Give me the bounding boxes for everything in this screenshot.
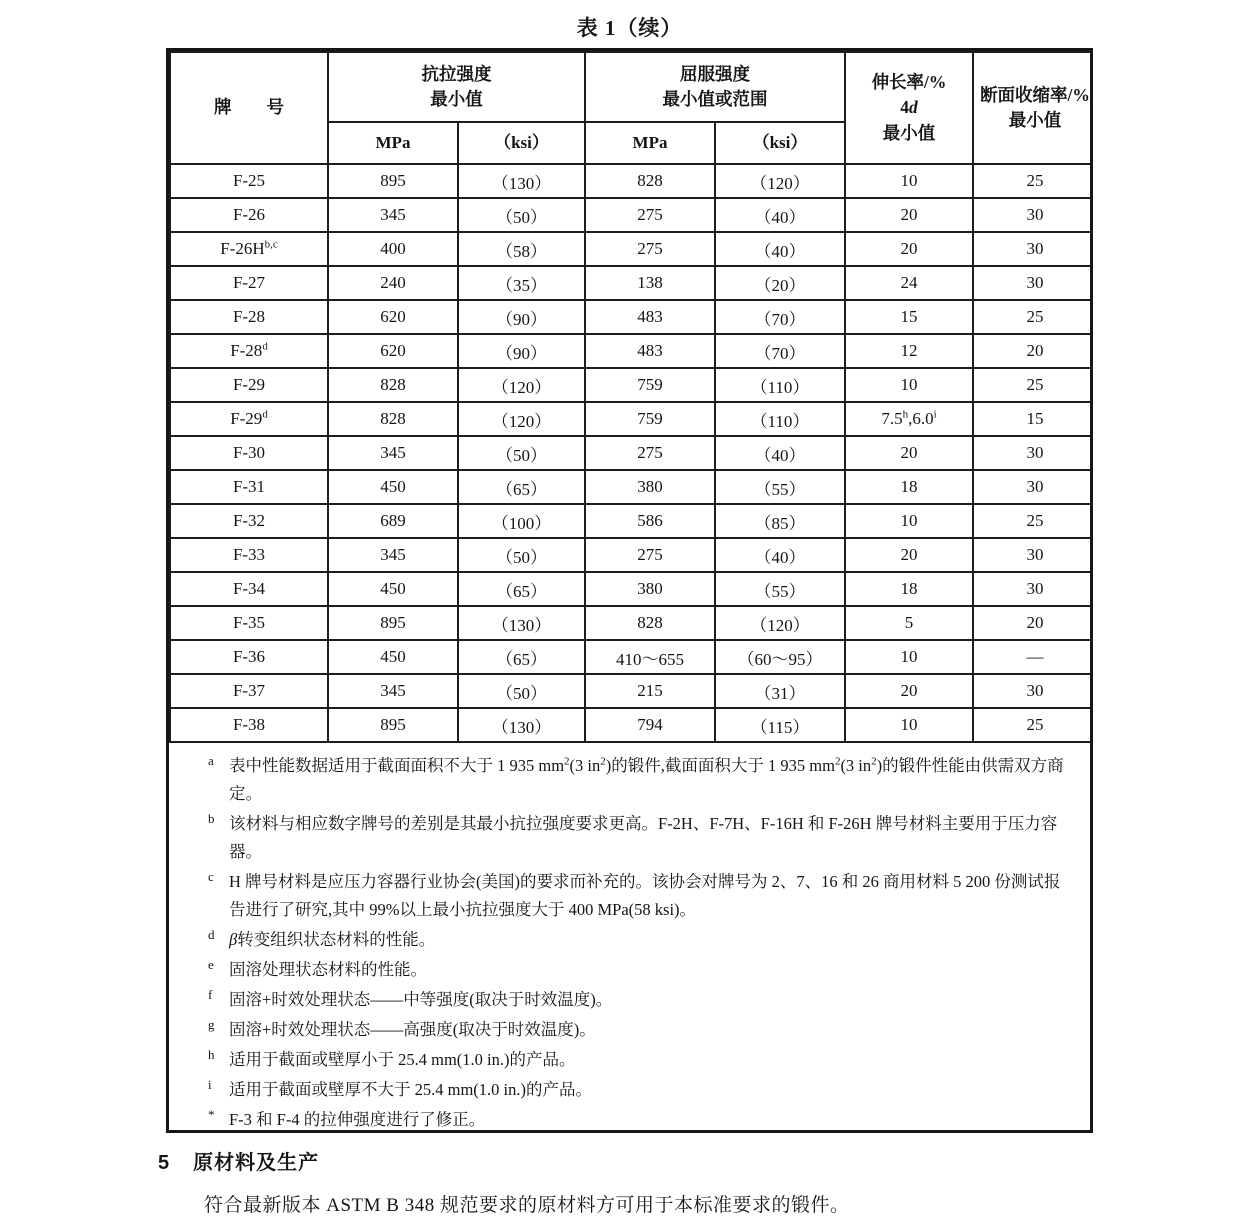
tensile-ksi-cell: （50） [458, 538, 585, 572]
footnote-text: F-3 和 F-4 的拉伸强度进行了修正。 [229, 1110, 486, 1129]
tensile-ksi-cell: （100） [458, 504, 585, 538]
table-title: 表 1（续） [576, 16, 683, 40]
grade-cell: F-34 [170, 572, 328, 606]
yield-mpa-cell: 380 [585, 572, 715, 606]
table-row [170, 436, 1093, 470]
tensile-mpa-cell: 828 [328, 402, 458, 436]
grade-cell: F-27 [170, 266, 328, 300]
col-header-elongation [845, 52, 973, 164]
tensile-ksi-cell: （130） [458, 708, 585, 742]
footnote-marker: c [208, 869, 214, 884]
elongation-cell: 18 [845, 572, 973, 606]
footnote [208, 956, 1074, 984]
tensile-ksi-cell: （130） [458, 164, 585, 198]
elongation-header-line3: 最小值 [882, 122, 936, 143]
footnote [208, 752, 1074, 808]
elongation-cell: 20 [845, 198, 973, 232]
table-row [170, 300, 1093, 334]
elongation-cell: 20 [845, 674, 973, 708]
elongation-cell: 20 [845, 538, 973, 572]
yield-ksi-cell: （55） [715, 572, 845, 606]
reduction-header-line1: 断面收缩率/% [980, 84, 1090, 105]
table-row [170, 470, 1093, 504]
tensile-mpa-cell: 240 [328, 266, 458, 300]
table-body [170, 164, 1093, 742]
yield-ksi-cell: （40） [715, 198, 845, 232]
footnote-marker: a [208, 753, 214, 768]
tensile-mpa-cell: 450 [328, 572, 458, 606]
reduction-cell: 20 [973, 606, 1093, 640]
yield-mpa-cell: 483 [585, 334, 715, 368]
yield-mpa-cell: 380 [585, 470, 715, 504]
tensile-mpa-cell: 345 [328, 538, 458, 572]
tensile-mpa-cell: 450 [328, 470, 458, 504]
tensile-ksi-cell: （35） [458, 266, 585, 300]
table-row [170, 640, 1093, 674]
table-row [170, 504, 1093, 538]
grade-cell: F-30 [170, 436, 328, 470]
unit-header-tensile-mpa: MPa [328, 122, 458, 164]
footnote-marker: b [208, 811, 215, 826]
footnote-marker: h [208, 1047, 215, 1062]
yield-ksi-cell: （110） [715, 402, 845, 436]
section-title: 原材料及生产 [193, 1152, 320, 1174]
section-number: 5 [158, 1152, 170, 1174]
footnote-marker: g [208, 1017, 215, 1032]
yield-mpa-cell: 483 [585, 300, 715, 334]
yield-mpa-cell: 138 [585, 266, 715, 300]
unit-header-yield-ksi: （ksi） [715, 122, 845, 164]
spec-table [169, 51, 1093, 743]
grade-cell: F-31 [170, 470, 328, 504]
elongation-cell: 18 [845, 470, 973, 504]
table-row [170, 402, 1093, 436]
footnote-marker: f [208, 987, 213, 1002]
yield-ksi-cell: （70） [715, 334, 845, 368]
col-header-tensile [328, 52, 585, 122]
reduction-cell: 15 [973, 402, 1093, 436]
footnote-marker: e [208, 957, 214, 972]
elongation-cell: 24 [845, 266, 973, 300]
footnote-marker: d [208, 927, 215, 942]
elongation-cell: 20 [845, 232, 973, 266]
reduction-cell: 25 [973, 708, 1093, 742]
footnote-marker: i [208, 1077, 212, 1092]
yield-ksi-cell: （55） [715, 470, 845, 504]
footnote-text: 表中性能数据适用于截面面积不大于 1 935 $mm^2(3$ $in^2$)的锻件,截面面积大于 1 935 $mm^2(3$ $in^2$)的锻件性能由供需双方商定。 [229, 755, 1064, 803]
yield-mpa-cell: 215 [585, 674, 715, 708]
tensile-ksi-cell: （50） [458, 436, 585, 470]
yield-mpa-cell: 794 [585, 708, 715, 742]
reduction-cell: 25 [973, 504, 1093, 538]
yield-ksi-cell: （20） [715, 266, 845, 300]
table-row [170, 538, 1093, 572]
reduction-cell: — [973, 640, 1093, 674]
footnote-marker: * [208, 1107, 215, 1122]
yield-mpa-cell: 586 [585, 504, 715, 538]
footnote [208, 1076, 1074, 1104]
yield-mpa-cell: 275 [585, 232, 715, 266]
yield-mpa-cell: 828 [585, 164, 715, 198]
tensile-ksi-cell: （120） [458, 402, 585, 436]
elongation-header-line2: 4d [900, 97, 918, 118]
footnote [208, 1016, 1074, 1044]
footnote-text: 适用于截面或壁厚小于 25.4 mm(1.0 in.)的产品。 [229, 1050, 576, 1069]
tensile-ksi-cell: （90） [458, 300, 585, 334]
yield-mpa-cell: 275 [585, 538, 715, 572]
elongation-cell: 10 [845, 640, 973, 674]
tensile-mpa-cell: 895 [328, 164, 458, 198]
grade-cell: F-28$^d$ [170, 334, 328, 368]
elongation-cell: 15 [845, 300, 973, 334]
footnote [208, 1046, 1074, 1074]
yield-mpa-cell: 275 [585, 198, 715, 232]
grade-cell: F-29 [170, 368, 328, 402]
grade-cell: F-37 [170, 674, 328, 708]
elongation-cell: 10 [845, 164, 973, 198]
table-row [170, 606, 1093, 640]
tensile-ksi-cell: （65） [458, 640, 585, 674]
section-5-heading [158, 1146, 319, 1175]
yield-ksi-cell: （40） [715, 436, 845, 470]
grade-cell: F-33 [170, 538, 328, 572]
reduction-cell: 30 [973, 198, 1093, 232]
footnote-text: 固溶处理状态材料的性能。 [229, 960, 427, 979]
elongation-cell: 20 [845, 436, 973, 470]
grade-cell: F-29$^d$ [170, 402, 328, 436]
table-row [170, 198, 1093, 232]
elongation-cell: 10 [845, 368, 973, 402]
reduction-cell: 30 [973, 470, 1093, 504]
footnotes [169, 743, 1090, 1133]
yield-ksi-cell: （40） [715, 232, 845, 266]
elongation-cell: 10 [845, 504, 973, 538]
tensile-header-line2: 最小值 [430, 89, 483, 109]
footnote-text: 固溶+时效处理状态——中等强度(取决于时效温度)。 [229, 990, 613, 1009]
reduction-cell: 30 [973, 266, 1093, 300]
footnote-text: β转变组织状态材料的性能。 [229, 930, 436, 949]
grade-cell: F-36 [170, 640, 328, 674]
reduction-cell: 30 [973, 538, 1093, 572]
tensile-ksi-cell: （50） [458, 674, 585, 708]
reduction-cell: 25 [973, 368, 1093, 402]
grade-cell: F-38 [170, 708, 328, 742]
table-row [170, 164, 1093, 198]
tensile-mpa-cell: 828 [328, 368, 458, 402]
tensile-mpa-cell: 895 [328, 606, 458, 640]
yield-ksi-cell: （31） [715, 674, 845, 708]
yield-header-line1: 屈服强度 [680, 63, 750, 84]
yield-ksi-cell: （60～95） [715, 640, 845, 674]
col-header-yield [585, 52, 845, 122]
col-header-reduction [973, 52, 1093, 164]
yield-ksi-cell: （120） [715, 606, 845, 640]
yield-mpa-cell: 759 [585, 368, 715, 402]
table-row [170, 674, 1093, 708]
elongation-cell: 7.5$^h$,6.0$^i$ [845, 402, 973, 436]
reduction-cell: 30 [973, 436, 1093, 470]
tensile-ksi-cell: （58） [458, 232, 585, 266]
spec-table-frame [166, 48, 1093, 1133]
yield-ksi-cell: （115） [715, 708, 845, 742]
elongation-cell: 5 [845, 606, 973, 640]
tensile-mpa-cell: 345 [328, 436, 458, 470]
footnote [208, 926, 1074, 954]
reduction-cell: 30 [973, 674, 1093, 708]
grade-cell: F-25 [170, 164, 328, 198]
yield-mpa-cell: 275 [585, 436, 715, 470]
footnote [208, 810, 1074, 866]
elongation-cell: 12 [845, 334, 973, 368]
unit-header-tensile-ksi: （ksi） [458, 122, 585, 164]
elongation-cell: 10 [845, 708, 973, 742]
table-row [170, 232, 1093, 266]
table-header [170, 52, 1093, 164]
tensile-ksi-cell: （65） [458, 572, 585, 606]
table-row [170, 266, 1093, 300]
yield-ksi-cell: （40） [715, 538, 845, 572]
yield-mpa-cell: 410～655 [585, 640, 715, 674]
col-header-grade: 牌 号 [170, 52, 328, 164]
yield-mpa-cell: 828 [585, 606, 715, 640]
tensile-ksi-cell: （50） [458, 198, 585, 232]
table-row [170, 572, 1093, 606]
tensile-ksi-cell: （90） [458, 334, 585, 368]
unit-header-yield-mpa: MPa [585, 122, 715, 164]
tensile-ksi-cell: （130） [458, 606, 585, 640]
section-5-body: 符合最新版本 ASTM B 348 规范要求的原材料方可用于本标准要求的锻件。 [204, 1195, 850, 1216]
reduction-header-line2: 最小值 [1008, 110, 1062, 130]
tensile-mpa-cell: 450 [328, 640, 458, 674]
footnote-text: H 牌号材料是应压力容器行业协会(美国)的要求而补充的。该协会对牌号为 2、7、16 和 26 商用材料 5 200 份测试报告进行了研究,其中 99%以上最小抗拉强度大于 400 MPa(58 ksi)。 [229, 872, 1061, 919]
reduction-cell: 20 [973, 334, 1093, 368]
reduction-cell: 30 [973, 232, 1093, 266]
footnote-text: 适用于截面或壁厚不大于 25.4 mm(1.0 in.)的产品。 [229, 1080, 592, 1099]
tensile-ksi-cell: （120） [458, 368, 585, 402]
tensile-mpa-cell: 345 [328, 674, 458, 708]
table-row [170, 708, 1093, 742]
tensile-mpa-cell: 620 [328, 300, 458, 334]
tensile-mpa-cell: 345 [328, 198, 458, 232]
yield-ksi-cell: （85） [715, 504, 845, 538]
tensile-mpa-cell: 400 [328, 232, 458, 266]
tensile-header-line1: 抗拉强度 [421, 63, 492, 84]
reduction-cell: 25 [973, 300, 1093, 334]
tensile-ksi-cell: （65） [458, 470, 585, 504]
footnote-text: 固溶+时效处理状态——高强度(取决于时效温度)。 [229, 1020, 596, 1039]
table-row [170, 334, 1093, 368]
grade-cell: F-32 [170, 504, 328, 538]
reduction-cell: 30 [973, 572, 1093, 606]
reduction-cell: 25 [973, 164, 1093, 198]
grade-cell: $F-26H^{b,c}$ [170, 232, 328, 266]
grade-cell: F-35 [170, 606, 328, 640]
yield-ksi-cell: （120） [715, 164, 845, 198]
yield-ksi-cell: （70） [715, 300, 845, 334]
footnote-text: 该材料与相应数字牌号的差别是其最小抗拉强度要求更高。F-2H、F-7H、F-16H 和 F-26H 牌号材料主要用于压力容器。 [229, 814, 1058, 861]
tensile-mpa-cell: 689 [328, 504, 458, 538]
tensile-mpa-cell: 620 [328, 334, 458, 368]
footnote [208, 986, 1074, 1014]
yield-header-line2: 最小值或范围 [662, 89, 768, 109]
yield-ksi-cell: （110） [715, 368, 845, 402]
grade-cell: F-26 [170, 198, 328, 232]
footnote [208, 868, 1074, 924]
footnote [208, 1106, 1074, 1133]
yield-mpa-cell: 759 [585, 402, 715, 436]
table-row [170, 368, 1093, 402]
elongation-header-line1: 伸长率/% [871, 71, 947, 92]
tensile-mpa-cell: 895 [328, 708, 458, 742]
grade-cell: F-28 [170, 300, 328, 334]
